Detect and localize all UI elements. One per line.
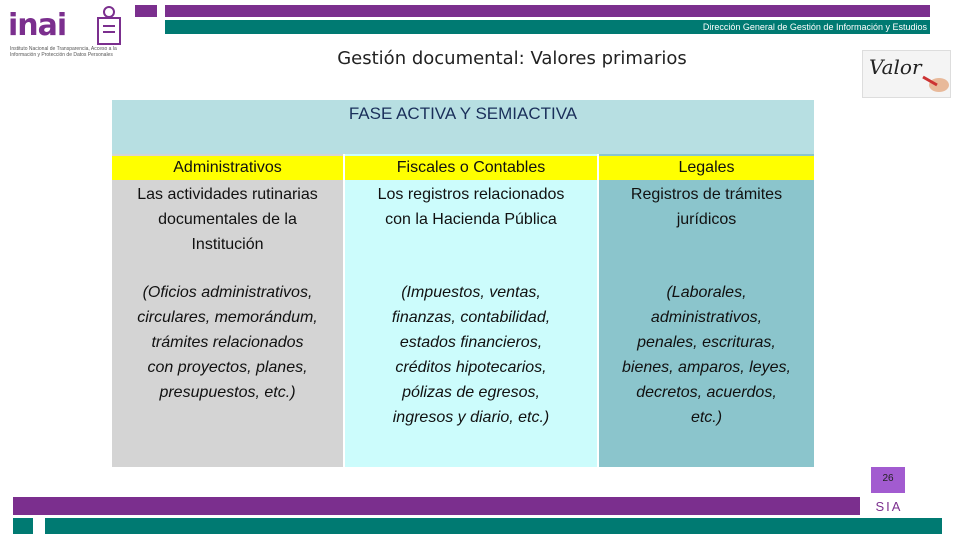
desc-line: Las actividades rutinarias	[137, 186, 318, 203]
example-line: administrativos,	[650, 309, 763, 326]
desc-line: Los registros relacionados	[377, 186, 565, 203]
example-line: estados financieros,	[399, 334, 543, 351]
column-administrativos	[112, 154, 343, 467]
header-caption: Dirección General de Gestión de Información y Estudios	[702, 22, 927, 32]
phase-header	[112, 100, 814, 154]
example-line: bienes, amparos, leyes,	[622, 359, 791, 376]
footer-bar-teal	[45, 518, 942, 534]
example-line: finanzas, contabilidad,	[391, 309, 551, 326]
column-description	[599, 182, 814, 232]
example-line: (Oficios administrativos,	[142, 284, 313, 301]
desc-line: documentales de la	[158, 211, 297, 228]
column-examples	[345, 280, 597, 430]
valor-image-text: Valor	[869, 55, 922, 79]
logo-mark-icon	[98, 7, 120, 44]
column-description	[112, 182, 343, 257]
example-line: con proyectos, planes,	[147, 359, 308, 376]
logo-subtitle: Instituto Nacional de Transparencia, Acceso a la Información y Protección de Datos Personales	[10, 46, 117, 58]
column-heading-bg	[345, 156, 597, 180]
column-fiscales	[345, 154, 597, 467]
footer-brand: SIA	[875, 499, 903, 514]
page-number: 26	[871, 467, 905, 493]
column-heading: Administrativos	[173, 159, 282, 176]
footer-bar-purple	[13, 497, 860, 515]
column-heading: Fiscales o Contables	[396, 159, 546, 176]
example-line: etc.)	[690, 409, 723, 426]
header-bar-purple	[165, 5, 930, 17]
header-bar-accent	[135, 5, 157, 17]
footer-bar-accent	[13, 518, 33, 534]
column-heading-bg	[599, 156, 814, 180]
column-heading: Legales	[678, 159, 735, 176]
column-heading-bg	[112, 156, 343, 180]
desc-line: con la Hacienda Pública	[385, 211, 557, 228]
column-examples	[599, 280, 814, 430]
pen-hand-icon	[923, 77, 949, 92]
example-line: circulares, memorándum,	[137, 309, 318, 326]
page-title: Gestión documental: Valores primarios	[337, 48, 687, 69]
column-description	[345, 182, 597, 232]
example-line: (Laborales,	[666, 284, 747, 301]
example-line: trámites relacionados	[151, 334, 304, 351]
example-line: decretos, acuerdos,	[636, 384, 777, 401]
phase-title: FASE ACTIVA Y SEMIACTIVA	[348, 104, 578, 123]
example-line: presupuestos, etc.)	[159, 384, 296, 401]
example-line: ingresos y diario, etc.)	[392, 409, 550, 426]
example-line: créditos hipotecarios,	[395, 359, 547, 376]
column-legales	[599, 154, 814, 467]
column-examples	[112, 280, 343, 405]
example-line: penales, escrituras,	[637, 334, 776, 351]
logo-wordmark: inai	[8, 8, 67, 43]
desc-line: Institución	[191, 236, 264, 253]
example-line: pólizas de egresos,	[402, 384, 540, 401]
valor-image	[862, 50, 951, 98]
desc-line: jurídicos	[676, 211, 737, 228]
desc-line: Registros de trámites	[630, 186, 783, 203]
example-line: (Impuestos, ventas,	[401, 284, 541, 301]
